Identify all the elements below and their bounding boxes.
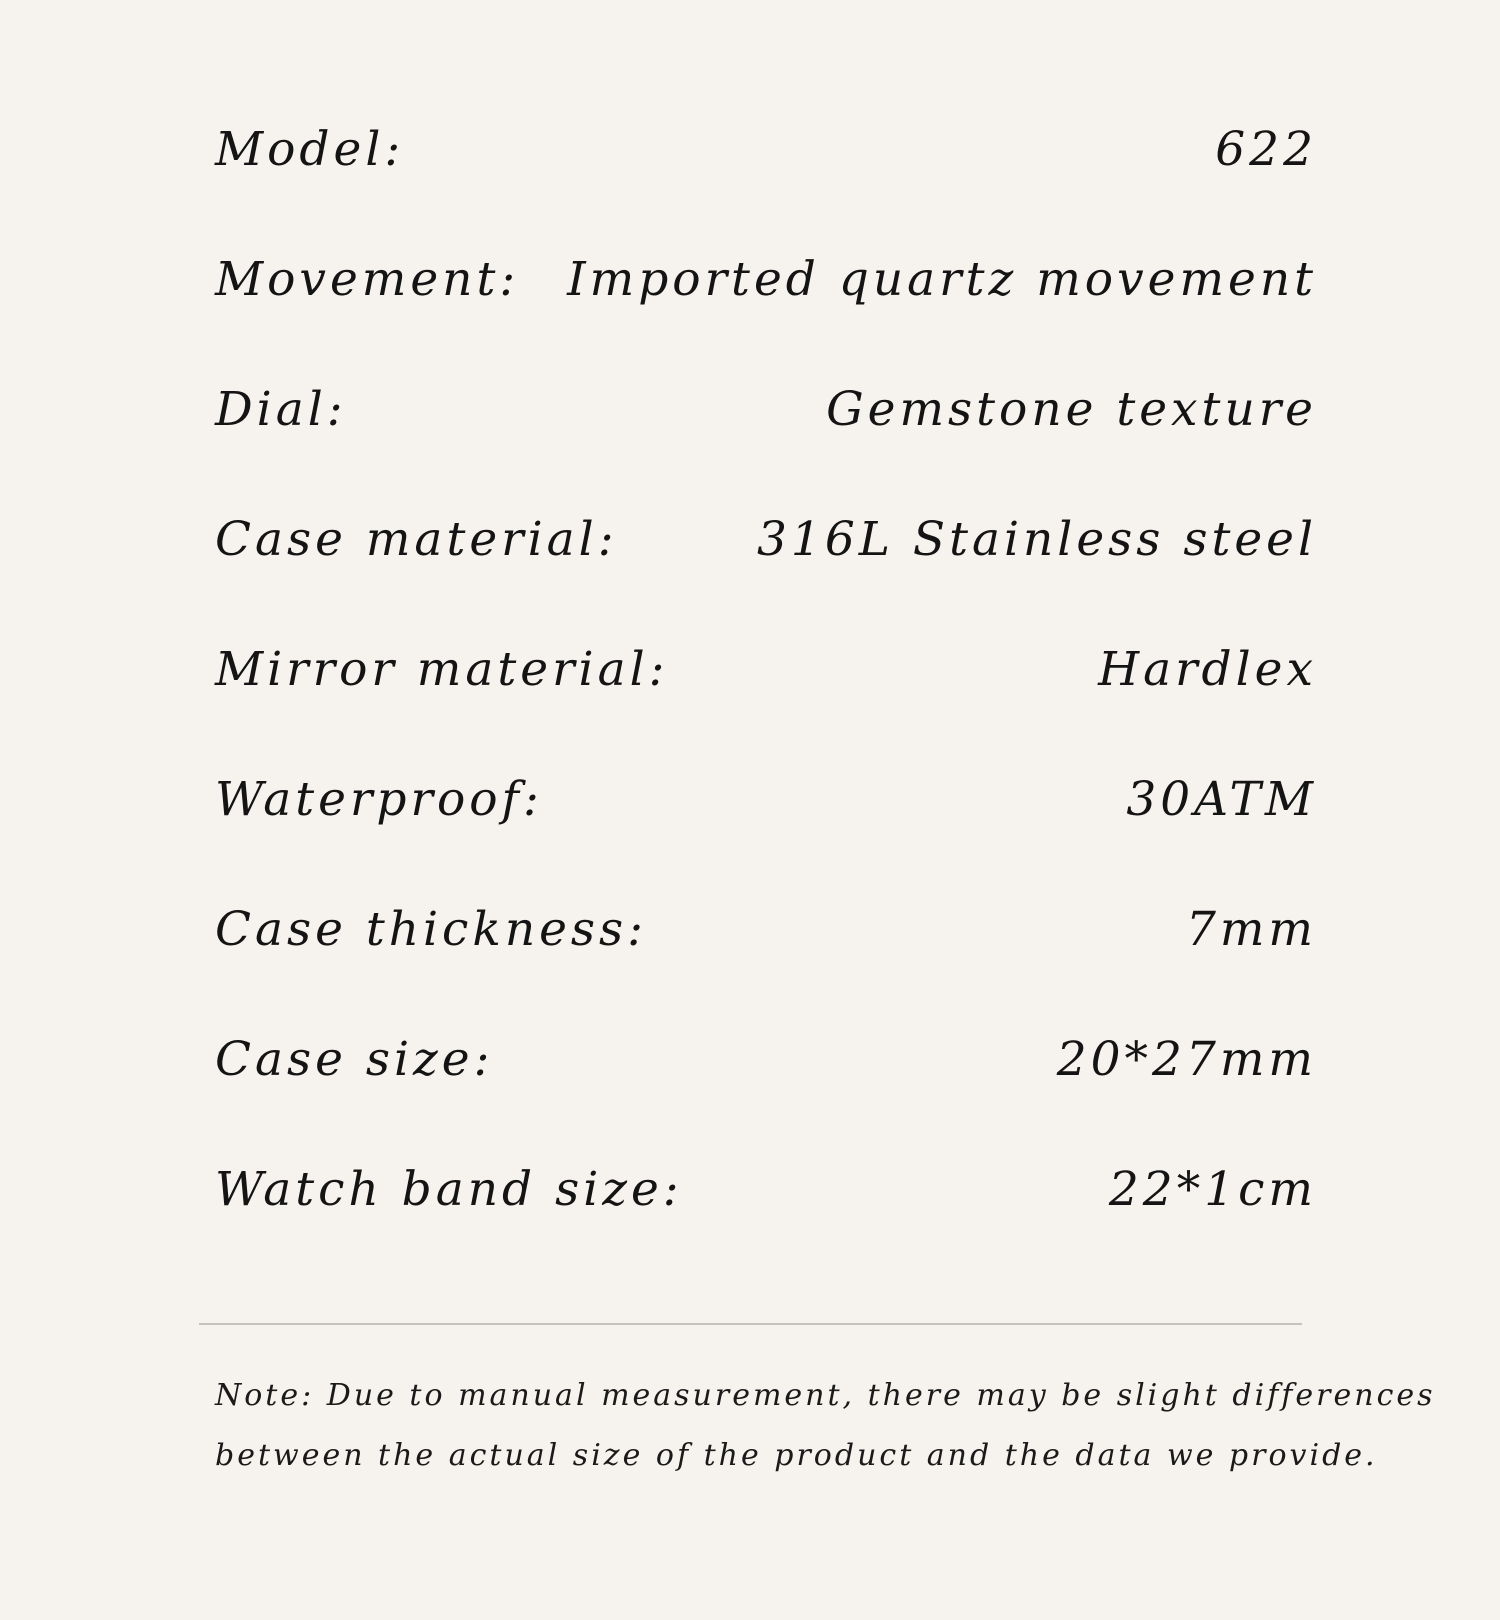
spec-value: 30ATM bbox=[1126, 771, 1317, 827]
spec-value: Hardlex bbox=[1098, 641, 1317, 697]
spec-value: Gemstone texture bbox=[826, 381, 1317, 437]
spec-row-case-material bbox=[215, 474, 1317, 604]
note-line-2: between the actual size of the product and the data we provide. bbox=[215, 1438, 1378, 1473]
spec-label: Waterproof: bbox=[215, 771, 543, 827]
spec-value: 7mm bbox=[1185, 901, 1317, 957]
spec-label: Movement: bbox=[215, 251, 520, 307]
spec-row-model bbox=[215, 84, 1317, 214]
spec-value: 316L Stainless steel bbox=[757, 511, 1317, 567]
disclaimer-note bbox=[215, 1366, 1436, 1486]
spec-label: Case size: bbox=[215, 1031, 494, 1087]
spec-value: 20*27mm bbox=[1056, 1031, 1317, 1087]
spec-label: Case material: bbox=[215, 511, 618, 567]
spec-list bbox=[215, 84, 1317, 1254]
spec-row-watch-band-size bbox=[215, 1124, 1317, 1254]
spec-value: 22*1cm bbox=[1108, 1161, 1317, 1217]
spec-row-waterproof bbox=[215, 734, 1317, 864]
spec-value: Imported quartz movement bbox=[567, 251, 1317, 307]
spec-value: 622 bbox=[1215, 121, 1317, 177]
spec-label: Mirror material: bbox=[215, 641, 669, 697]
note-line-1: Note: Due to manual measurement, there may be slight differences bbox=[215, 1378, 1436, 1413]
spec-label: Dial: bbox=[215, 381, 347, 437]
spec-row-movement bbox=[215, 214, 1317, 344]
spec-row-dial bbox=[215, 344, 1317, 474]
spec-row-mirror-material bbox=[215, 604, 1317, 734]
spec-row-case-thickness bbox=[215, 864, 1317, 994]
spec-label: Watch band size: bbox=[215, 1161, 683, 1217]
spec-row-case-size bbox=[215, 994, 1317, 1124]
spec-label: Case thickness: bbox=[215, 901, 648, 957]
divider bbox=[199, 1323, 1302, 1325]
spec-label: Model: bbox=[215, 121, 405, 177]
